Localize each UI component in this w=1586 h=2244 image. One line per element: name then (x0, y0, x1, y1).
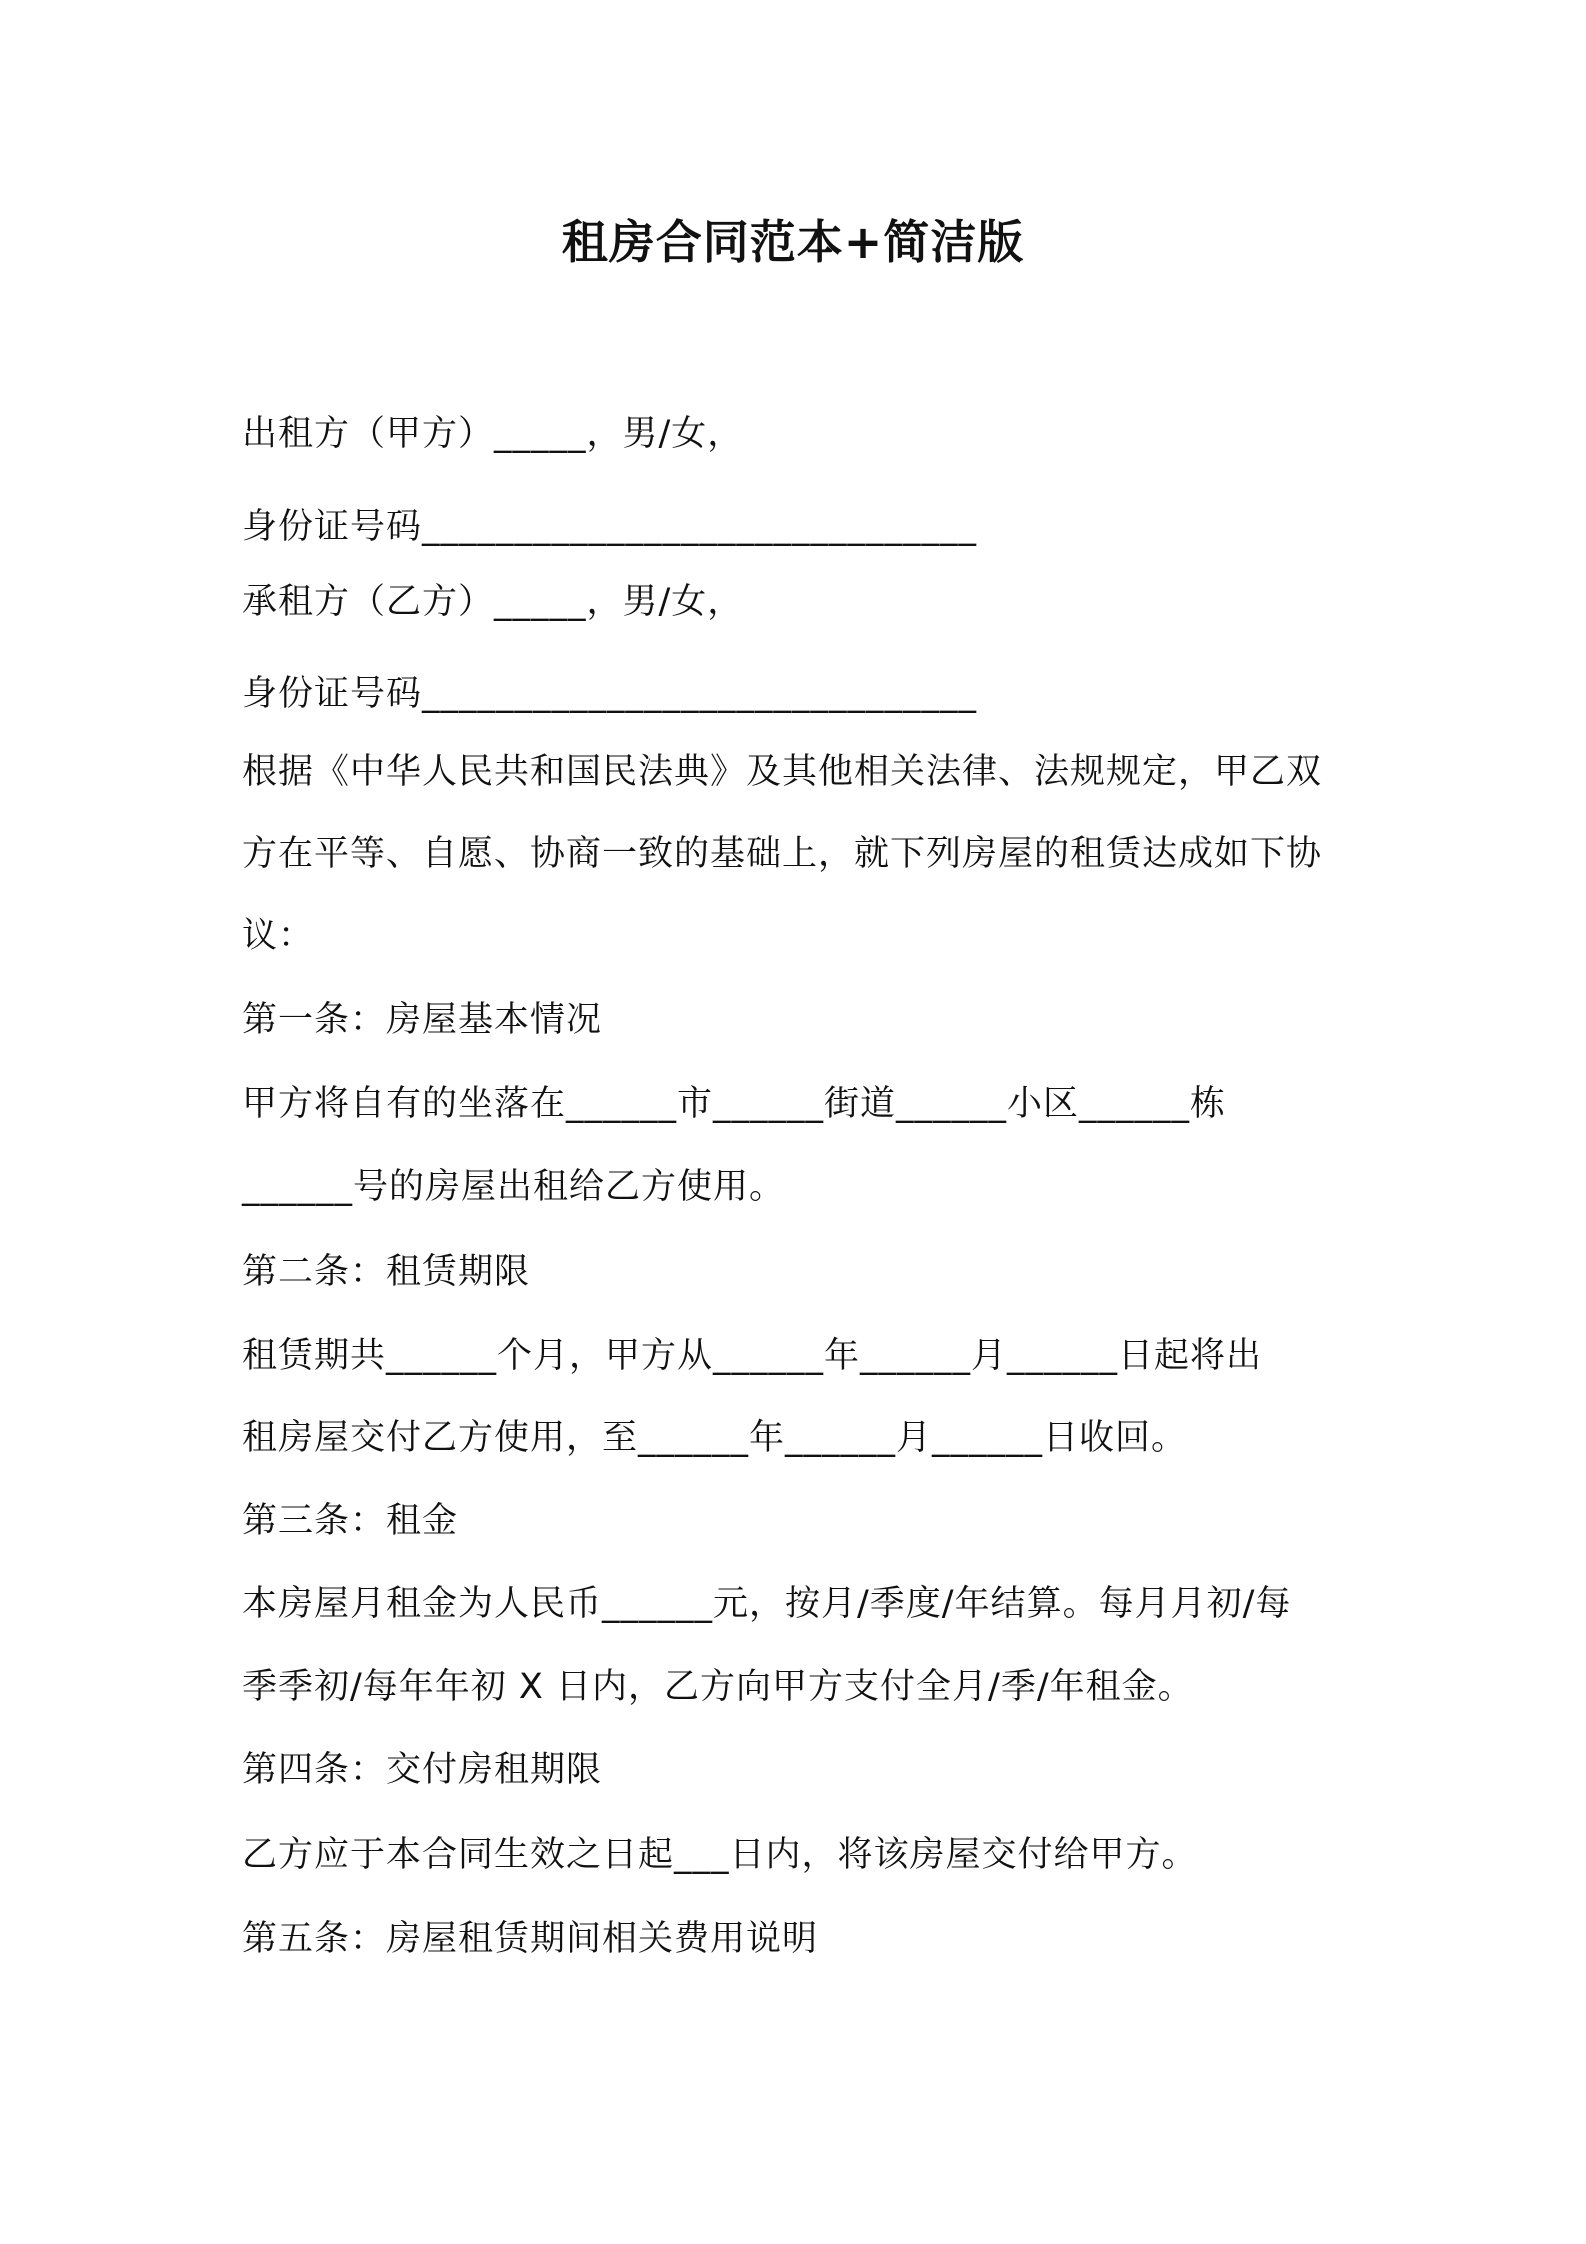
article-3-text-2: 季季初/每年年初 X 日内，乙方向甲方支付全月/季/年租金。 (242, 1667, 1194, 1707)
preamble-line-3: 议： (242, 916, 315, 956)
article-1-text-2: ______号的房屋出租给乙方使用。 (242, 1167, 786, 1207)
article-2-heading: 第二条：租赁期限 (242, 1252, 531, 1292)
preamble-line-1: 根据《中华人民共和国民法典》及其他相关法律、法规规定，甲乙双 (242, 752, 1323, 792)
article-5-heading: 第五条：房屋租赁期间相关费用说明 (242, 1919, 819, 1959)
article-2-text-1: 租赁期共______个月，甲方从______年______月______日起将出 (242, 1336, 1263, 1376)
lessee-id-line: 身份证号码______________________________ (242, 674, 978, 714)
preamble-line-2: 方在平等、自愿、协商一致的基础上，就下列房屋的租赁达成如下协 (242, 834, 1323, 874)
document-title: 租房合同范本+简洁版 (561, 215, 1025, 269)
article-4-text-1: 乙方应于本合同生效之日起___日内，将该房屋交付给甲方。 (242, 1835, 1198, 1875)
article-1-heading: 第一条：房屋基本情况 (242, 1000, 603, 1040)
article-3-heading: 第三条：租金 (242, 1501, 459, 1541)
lessor-id-line: 身份证号码______________________________ (242, 507, 978, 547)
article-2-text-2: 租房屋交付乙方使用，至______年______月______日收回。 (242, 1418, 1188, 1458)
lessor-line: 出租方（甲方）_____，男/女， (242, 414, 744, 454)
article-1-text-1: 甲方将自有的坐落在______市______街道______小区______栋 (242, 1084, 1227, 1124)
article-4-heading: 第四条：交付房租期限 (242, 1750, 603, 1790)
lessee-line: 承租方（乙方）_____，男/女， (242, 582, 744, 622)
article-3-text-1: 本房屋月租金为人民币______元，按月/季度/年结算。每月月初/每 (242, 1584, 1292, 1624)
